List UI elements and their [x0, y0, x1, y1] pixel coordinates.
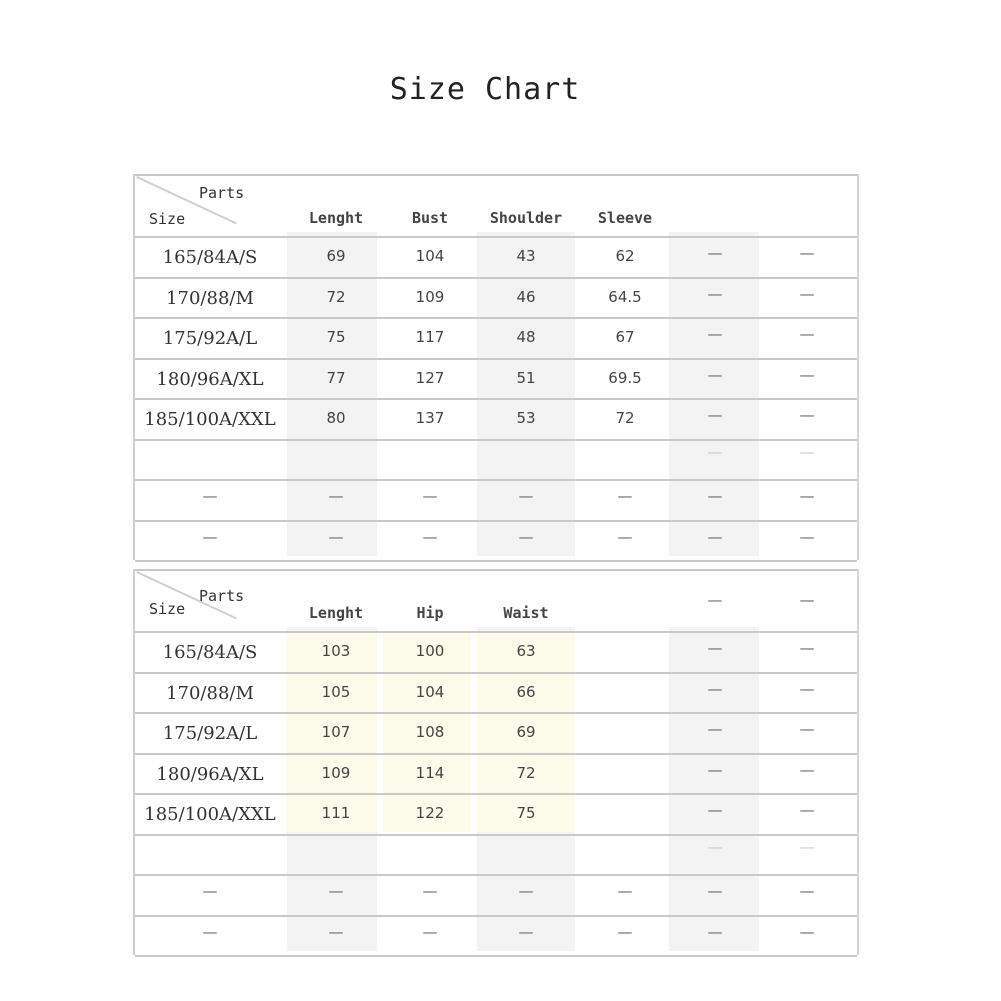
corner-parts-label: Parts: [199, 184, 245, 202]
table-cell: 46: [516, 287, 536, 306]
table-cell: 63: [516, 642, 536, 660]
table-cell: —: [707, 244, 723, 262]
row-divider: [135, 277, 857, 279]
column-shade: [287, 232, 377, 556]
table-cell: 100: [415, 642, 445, 660]
table-cell: —: [707, 487, 723, 505]
table-cell: 109: [415, 287, 445, 306]
table-cell: —: [707, 837, 723, 856]
table-cell: —: [707, 922, 723, 941]
size-label: 170/88/M: [166, 287, 254, 309]
right-border: [857, 174, 859, 560]
table-cell: —: [707, 365, 723, 384]
table-cell: 67: [615, 328, 635, 346]
row-divider: [135, 560, 857, 562]
column-shade: [669, 627, 759, 951]
row-divider: [135, 439, 857, 441]
size-label: —: [202, 527, 218, 546]
column-header: Waist: [503, 604, 549, 622]
table-cell: —: [799, 284, 815, 303]
table-cell: 72: [615, 409, 635, 427]
column-header: Hip: [416, 604, 444, 622]
column-shade: [669, 232, 759, 556]
table-cell: 108: [415, 723, 445, 741]
size-label: 175/92A/L: [162, 328, 258, 349]
table-cell: 69: [516, 723, 536, 741]
row-divider: [135, 834, 857, 836]
corner-size-label: Size: [149, 210, 186, 228]
table-cell: —: [799, 837, 815, 856]
column-header: —: [707, 591, 723, 609]
table-cell: —: [328, 487, 344, 505]
column-header: Bust: [411, 209, 449, 227]
table-cell: —: [422, 882, 438, 900]
table-cell: —: [518, 487, 534, 505]
table-cell: 51: [516, 368, 536, 387]
table-cell: —: [707, 406, 723, 424]
lower-size-table: [133, 569, 857, 955]
table-cell: 69: [326, 247, 346, 265]
table-cell: —: [707, 679, 723, 698]
table-cell: —: [799, 365, 815, 384]
table-cell: —: [799, 720, 815, 738]
table-cell: —: [799, 527, 815, 546]
row-divider: [135, 793, 857, 795]
corner-size-label: Size: [149, 600, 186, 618]
table-cell: 72: [516, 763, 536, 782]
table-cell: 122: [415, 804, 445, 822]
table-cell: —: [707, 801, 723, 819]
table-cell: —: [617, 487, 633, 505]
size-label: 165/84A/S: [162, 642, 258, 663]
size-label: 185/100A/XXL: [144, 804, 276, 825]
table-cell: 103: [321, 642, 351, 660]
table-cell: —: [799, 679, 815, 698]
column-shade: [477, 232, 575, 556]
table-cell: —: [518, 882, 534, 900]
table-cell: 53: [516, 409, 536, 427]
upper-size-table: [133, 174, 857, 560]
size-label: 165/84A/S: [162, 247, 258, 268]
table-cell: 104: [415, 247, 445, 265]
right-border: [857, 569, 859, 955]
table-cell: —: [707, 720, 723, 738]
table-cell: —: [799, 801, 815, 819]
table-cell: 137: [415, 409, 445, 427]
table-cell: 117: [415, 328, 445, 346]
table-cell: —: [799, 325, 815, 343]
table-cell: —: [799, 882, 815, 900]
size-label: 180/96A/XL: [156, 763, 264, 785]
table-cell: —: [518, 922, 534, 941]
row-divider: [135, 236, 857, 238]
table-cell: —: [422, 922, 438, 941]
table-cell: —: [707, 639, 723, 657]
column-header: Lenght: [308, 209, 364, 227]
row-divider: [135, 915, 857, 917]
size-label: —: [202, 882, 218, 900]
table-cell: 105: [321, 682, 351, 701]
table-cell: —: [328, 527, 344, 546]
table-cell: —: [799, 244, 815, 262]
row-divider: [135, 317, 857, 319]
table-cell: 109: [321, 763, 351, 782]
table-cell: 64.5: [608, 287, 642, 306]
size-label: 185/100A/XXL: [144, 409, 276, 430]
table-cell: 111: [321, 804, 351, 822]
row-divider: [135, 479, 857, 481]
size-label: 175/92A/L: [162, 723, 258, 744]
table-cell: 77: [326, 368, 346, 387]
table-cell: —: [799, 487, 815, 505]
table-cell: —: [707, 760, 723, 779]
table-cell: —: [799, 760, 815, 779]
row-divider: [135, 712, 857, 714]
row-divider: [135, 672, 857, 674]
table-cell: 75: [516, 804, 536, 822]
table-cell: —: [707, 284, 723, 303]
table-cell: —: [707, 527, 723, 546]
table-cell: 72: [326, 287, 346, 306]
row-divider: [135, 174, 857, 176]
table-cell: —: [328, 922, 344, 941]
table-cell: 107: [321, 723, 351, 741]
column-header: Lenght: [308, 604, 364, 622]
column-header: Sleeve: [597, 209, 653, 227]
size-label: 180/96A/XL: [156, 368, 264, 390]
row-divider: [135, 520, 857, 522]
table-cell: 66: [516, 682, 536, 701]
row-divider: [135, 955, 857, 957]
row-divider: [135, 874, 857, 876]
table-cell: —: [707, 325, 723, 343]
corner-parts-label: Parts: [199, 587, 245, 605]
size-label: —: [202, 922, 218, 941]
table-cell: 43: [516, 247, 536, 265]
size-label: 170/88/M: [166, 682, 254, 704]
table-cell: —: [707, 882, 723, 900]
size-label: —: [202, 487, 218, 505]
column-header: —: [799, 591, 815, 609]
table-cell: 127: [415, 368, 445, 387]
table-cell: 48: [516, 328, 536, 346]
table-cell: 104: [415, 682, 445, 701]
table-cell: —: [799, 406, 815, 424]
table-cell: —: [422, 527, 438, 546]
page-title: Size Chart: [389, 72, 581, 107]
table-cell: —: [707, 442, 723, 461]
row-divider: [135, 631, 857, 633]
table-cell: —: [799, 442, 815, 461]
table-cell: 75: [326, 328, 346, 346]
row-divider: [135, 569, 857, 571]
row-divider: [135, 398, 857, 400]
table-cell: 69.5: [608, 368, 642, 387]
table-cell: —: [422, 487, 438, 505]
table-cell: —: [328, 882, 344, 900]
row-divider: [135, 358, 857, 360]
table-cell: —: [617, 922, 633, 941]
table-cell: —: [617, 882, 633, 900]
table-cell: —: [799, 639, 815, 657]
table-cell: —: [617, 527, 633, 546]
table-cell: 114: [415, 763, 445, 782]
table-cell: —: [518, 527, 534, 546]
table-cell: 62: [615, 247, 635, 265]
row-divider: [135, 753, 857, 755]
table-cell: 80: [326, 409, 346, 427]
table-cell: —: [799, 922, 815, 941]
column-header: Shoulder: [489, 209, 563, 227]
